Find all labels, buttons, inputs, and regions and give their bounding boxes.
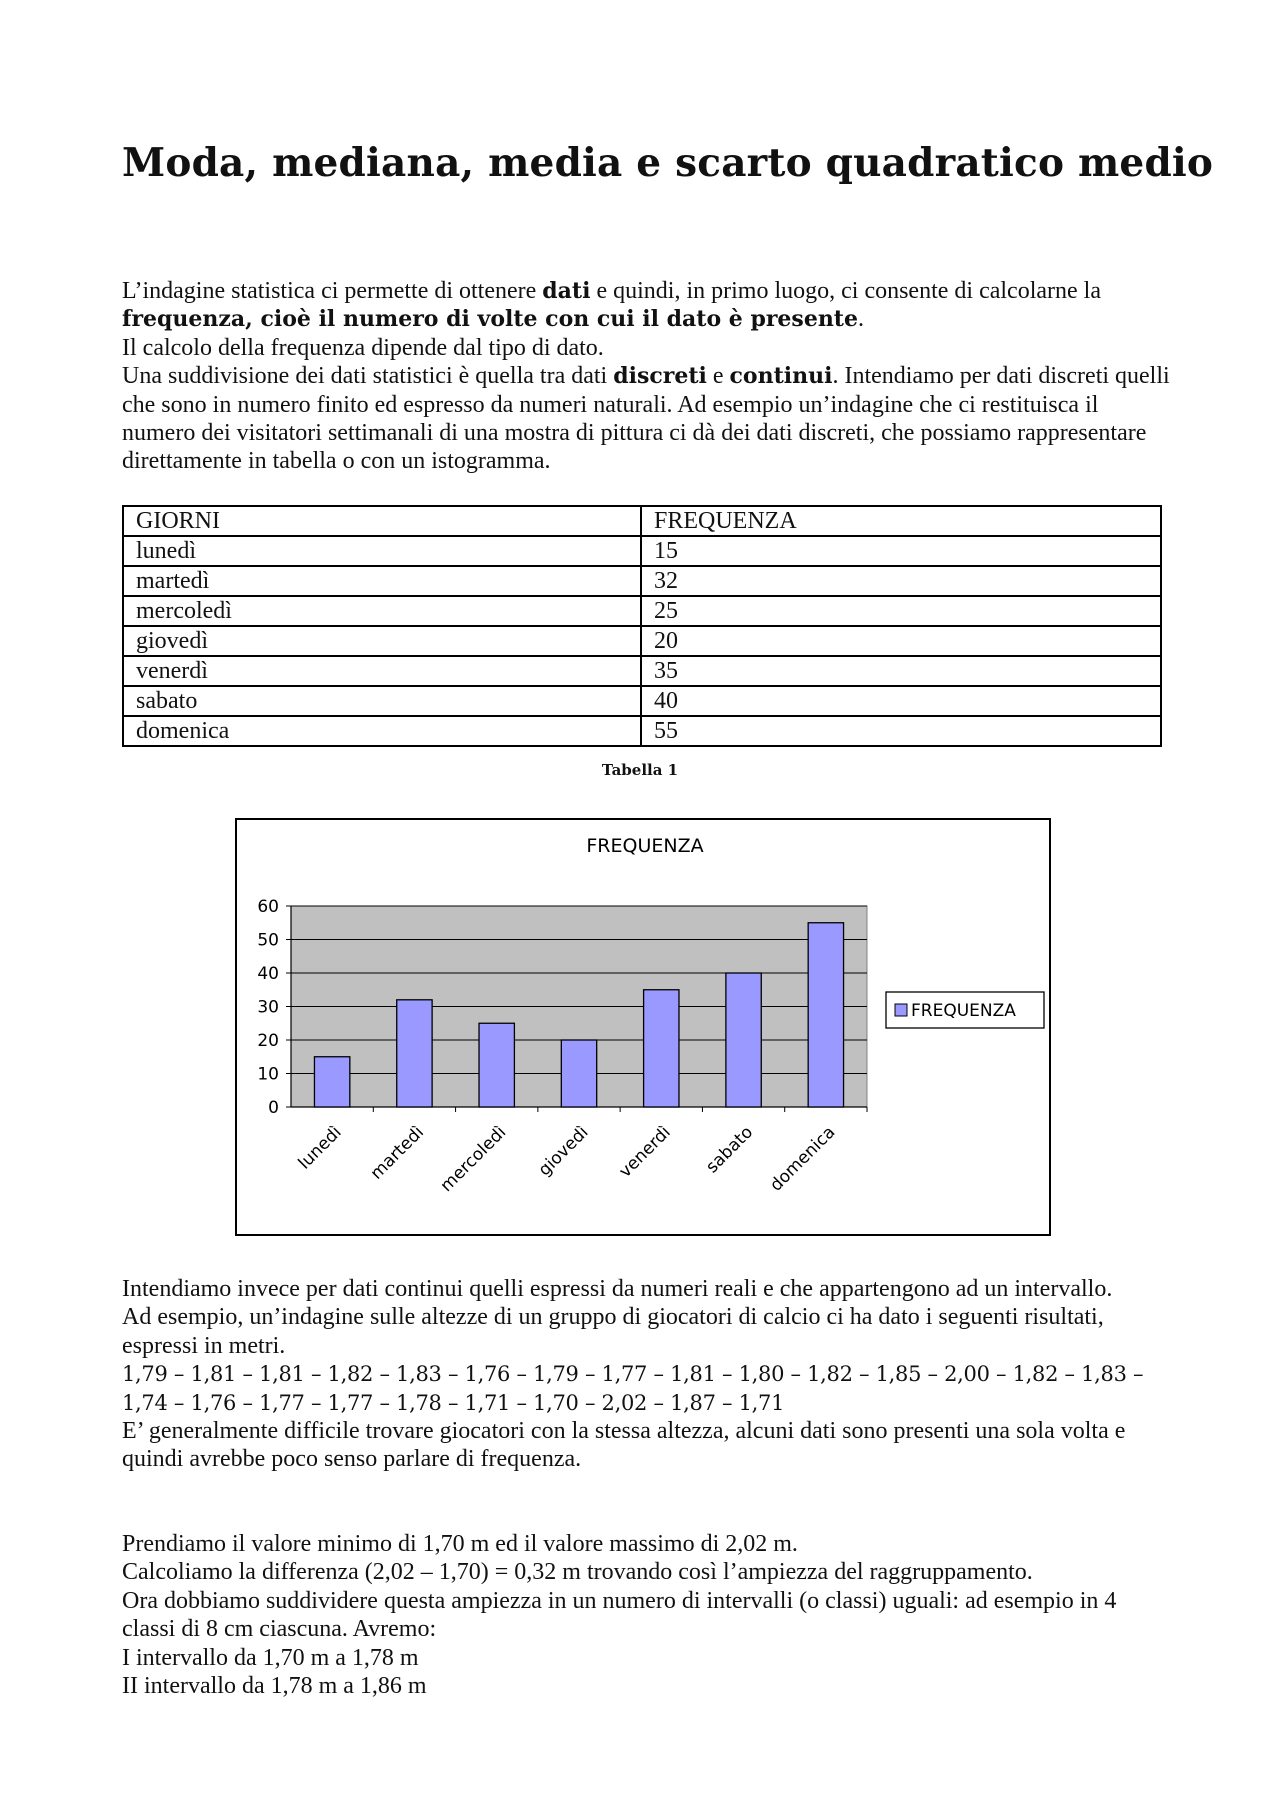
bar-martedì	[397, 1000, 432, 1107]
table-cell: mercoledì	[123, 596, 641, 626]
y-tick-label: 0	[268, 1098, 279, 1118]
bar-sabato	[726, 973, 761, 1107]
paragraph-text: Intendiamo invece per dati continui quelli espressi da numeri reali e che appartengono ad un intervallo.	[122, 1276, 1113, 1302]
table-caption: Tabella 1	[601, 761, 679, 779]
intro-text: . Intendiamo per dati discreti quelli che sono in numero finito ed espresso da numeri naturali. Ad esempio un’indagine che ci restituisca il numero dei visitatori settimanali di una mostra di pittura ci dà dei dati discreti, che possiamo rappresentare direttamente in tabella o con un istogramma.	[122, 363, 1170, 475]
bar-giovedì	[561, 1040, 596, 1107]
intro-bold-dati: dati	[542, 278, 591, 304]
continuous-data-paragraph	[122, 1275, 1172, 1474]
intro-text: L’indagine statistica ci permette di ottenere	[122, 278, 543, 304]
interval-line: II intervallo da 1,78 m a 1,86 m	[122, 1673, 427, 1700]
x-tick-label: giovedì	[534, 1122, 593, 1181]
table-cell: 35	[641, 656, 1161, 686]
heights-list: 1,79 – 1,81 – 1,81 – 1,82 – 1,83 – 1,76 – 1,79 – 1,77 – 1,81 – 1,80 – 1,82 – 1,85 – 2,00 – 1,82 – 1,83 – 1,74 – 1,76 – 1,77 – 1,77 – 1,78 – 1,71 – 1,70 – 2,02 – 1,87 – 1,71	[122, 1362, 1144, 1415]
intro-bold-discreti: discreti	[613, 363, 707, 390]
y-tick-label: 60	[257, 897, 279, 917]
x-tick-label: martedì	[366, 1122, 428, 1184]
intro-text: Il calcolo della frequenza dipende dal tipo di dato.	[122, 334, 604, 361]
table-cell: 15	[641, 536, 1161, 566]
y-tick-label: 50	[257, 930, 279, 951]
bar-domenica	[808, 923, 843, 1107]
table-header-cell: FREQUENZA	[641, 506, 1161, 536]
table-cell: lunedì	[123, 536, 641, 566]
y-tick-label: 40	[257, 964, 279, 984]
table-row	[123, 596, 1161, 626]
intro-text: e	[706, 363, 730, 390]
bar-lunedì	[314, 1057, 349, 1107]
y-tick-label: 10	[257, 1064, 279, 1085]
table-cell: 25	[641, 596, 1161, 626]
paragraph-text: Ad esempio, un’indagine sulle altezze di un gruppo di giocatori di calcio ci ha dato i seguenti risultati, espressi in metri.	[122, 1304, 1104, 1359]
intro-bold-frequenza: frequenza, cioè il numero di volte con cui il dato è presente	[122, 306, 858, 333]
x-tick-label: venerdì	[615, 1122, 675, 1182]
y-tick-label: 20	[257, 1031, 279, 1051]
frequency-table	[122, 505, 1162, 747]
intro-bold-continui: continui	[729, 363, 833, 390]
table-row	[123, 566, 1161, 596]
classes-paragraph	[122, 1530, 1172, 1700]
intro-text: .	[857, 306, 864, 333]
chart-title: FREQUENZA	[586, 835, 704, 857]
interval-line: I intervallo da 1,70 m a 1,78 m	[122, 1644, 419, 1671]
x-tick-label: sabato	[702, 1122, 758, 1178]
x-tick-label: mercoledì	[436, 1122, 511, 1196]
bar-mercoledì	[479, 1023, 514, 1107]
table-row	[123, 686, 1161, 716]
table-cell: 20	[641, 626, 1161, 656]
table-cell: giovedì	[123, 626, 641, 656]
table-cell: sabato	[123, 686, 641, 716]
bar-chart	[237, 820, 1049, 1234]
table-row	[123, 716, 1161, 746]
table-row	[123, 656, 1161, 686]
x-tick-label: lunedì	[294, 1122, 346, 1174]
paragraph-text: E’ generalmente difficile trovare giocatori con la stessa altezza, alcuni dati sono presenti una sola volta e quindi avrebbe poco senso parlare di frequenza.	[122, 1418, 1126, 1473]
x-tick-label: domenica	[766, 1122, 840, 1196]
page-title: Moda, mediana, media e scarto quadratico medio	[122, 140, 1214, 186]
table-cell: martedì	[123, 566, 641, 596]
table-header-cell: GIORNI	[123, 506, 641, 536]
chart-frame	[235, 818, 1051, 1236]
y-tick-label: 30	[257, 997, 279, 1018]
bar-venerdì	[644, 990, 679, 1107]
table-cell: 55	[641, 716, 1161, 746]
paragraph-text: Calcoliamo la differenza (2,02 – 1,70) = 0,32 m trovando così l’ampiezza del raggruppamento.	[122, 1559, 1033, 1586]
table-cell: domenica	[123, 716, 641, 746]
paragraph-text: Prendiamo il valore minimo di 1,70 m ed il valore massimo di 2,02 m.	[122, 1531, 798, 1557]
intro-paragraph	[122, 277, 1172, 476]
legend-label: FREQUENZA	[911, 1001, 1016, 1021]
legend-swatch	[895, 1004, 907, 1016]
table-header-row	[123, 506, 1161, 536]
table-row	[123, 536, 1161, 566]
table-cell: 32	[641, 566, 1161, 596]
table-row	[123, 626, 1161, 656]
table-cell: 40	[641, 686, 1161, 716]
table-cell: venerdì	[123, 656, 641, 686]
paragraph-text: Ora dobbiamo suddividere questa ampiezza in un numero di intervalli (o classi) uguali: ad esempio in 4 classi di 8 cm ciascuna. Avremo:	[122, 1587, 1117, 1643]
intro-text: e quindi, in primo luogo, ci consente di calcolarne la	[590, 278, 1101, 304]
intro-text: Una suddivisione dei dati statistici è quella tra dati	[122, 363, 614, 390]
